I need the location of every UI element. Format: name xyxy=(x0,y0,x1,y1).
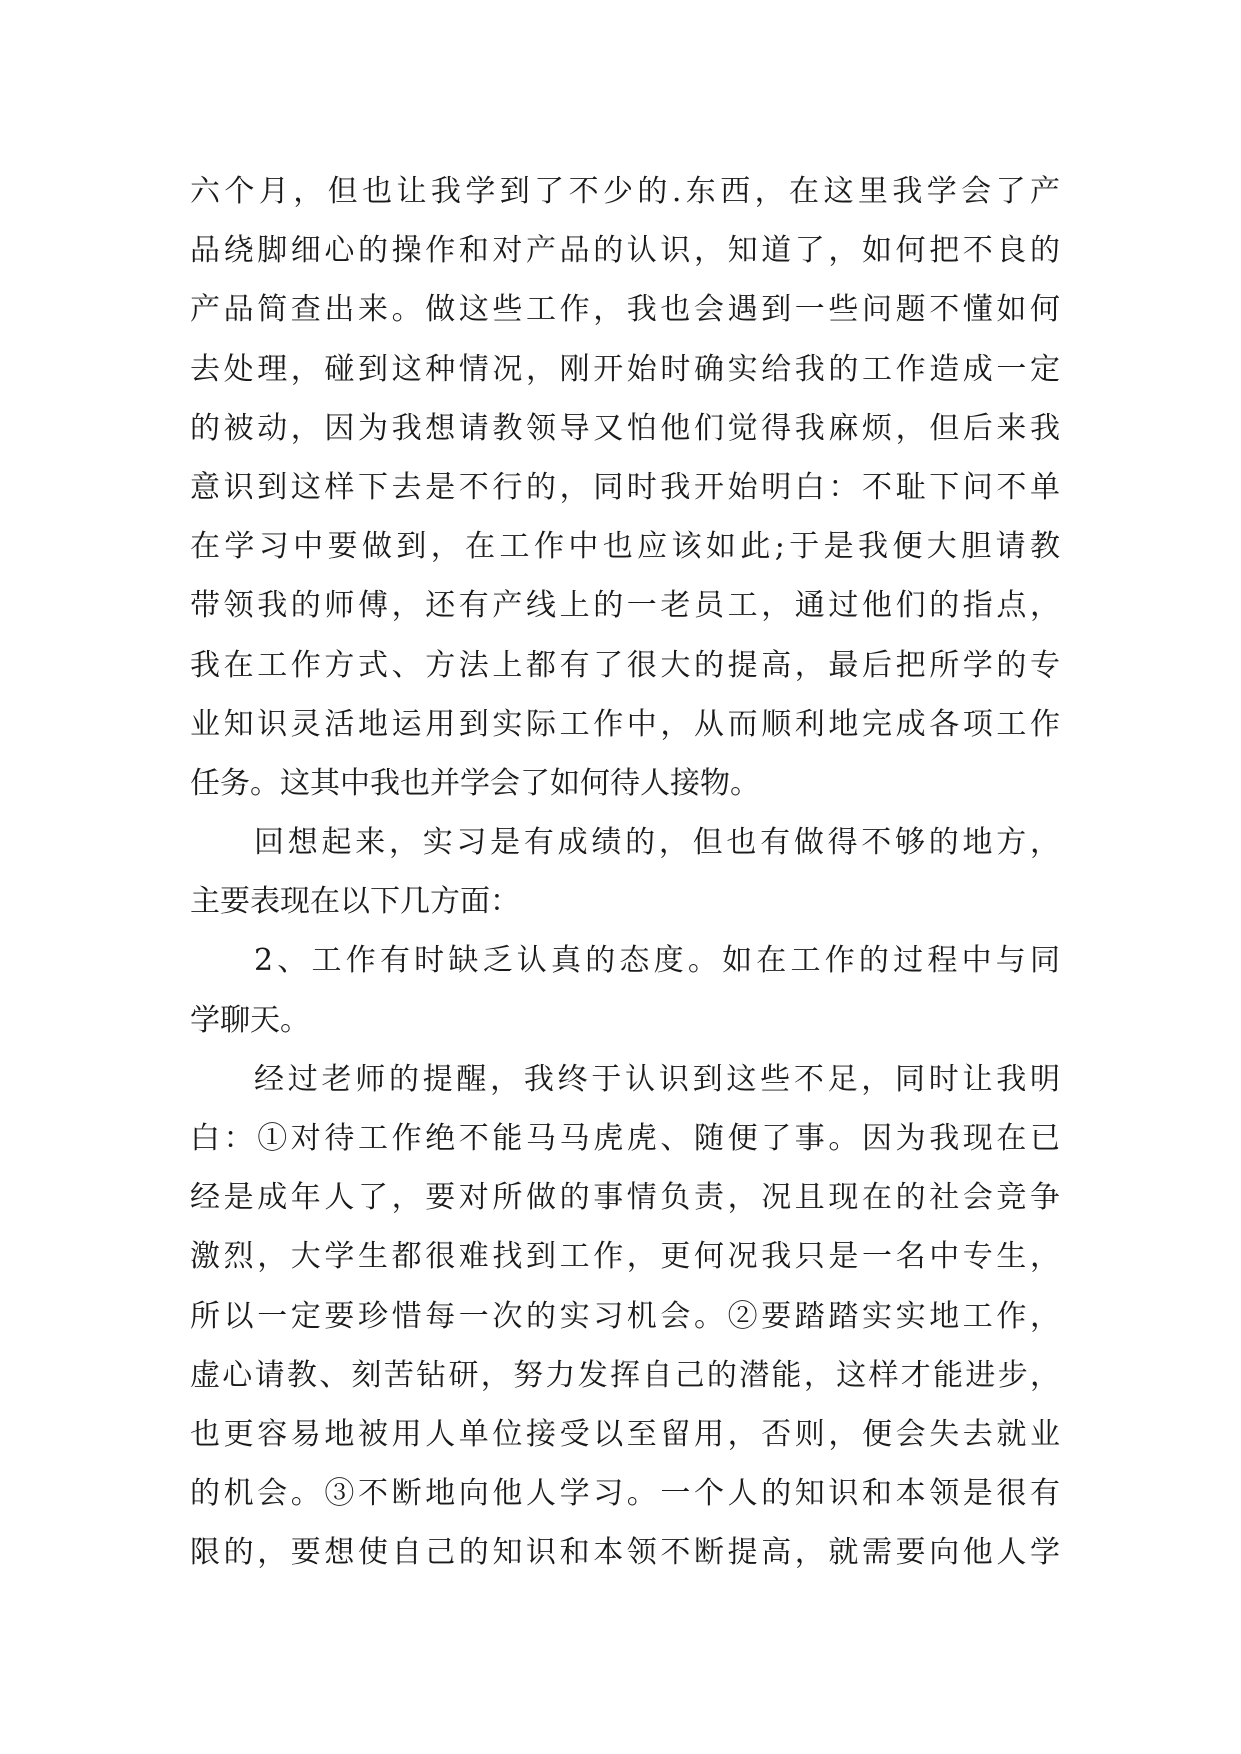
text-line: 所以一定要珍惜每一次的实习机会。②要踏踏实实地工作， xyxy=(190,1298,1060,1334)
text-line: 主要表现在以下几方面： xyxy=(190,884,520,920)
text-line: 也更容易地被用人单位接受以至留用，否则，便会失去就业 xyxy=(190,1416,1060,1452)
text-line: 2、工作有时缺乏认真的态度。如在工作的过程中与同 xyxy=(254,943,1060,979)
text-line: 回想起来，实习是有成绩的，但也有做得不够的地方， xyxy=(254,825,1060,861)
text-line: 业知识灵活地运用到实际工作中，从而顺利地完成各项工作 xyxy=(190,706,1060,742)
text-line: 虚心请教、刻苦钻研，努力发挥自己的潜能，这样才能进步， xyxy=(190,1357,1060,1393)
text-line: 带领我的师傅，还有产线上的一老员工，通过他们的指点， xyxy=(190,588,1060,624)
text-line: 经过老师的提醒，我终于认识到这些不足，同时让我明 xyxy=(254,1061,1060,1097)
text-line: 我在工作方式、方法上都有了很大的提高，最后把所学的专 xyxy=(190,647,1060,683)
text-line: 任务。这其中我也并学会了如何待人接物。 xyxy=(190,765,760,801)
text-line: 品绕脚细心的操作和对产品的认识，知道了，如何把不良的 xyxy=(190,233,1060,269)
text-line: 在学习中要做到，在工作中也应该如此;于是我便大胆请教 xyxy=(190,529,1060,565)
text-line: 意识到这样下去是不行的，同时我开始明白：不耻下问不单 xyxy=(190,469,1060,505)
text-line: 的被动，因为我想请教领导又怕他们觉得我麻烦，但后来我 xyxy=(190,410,1060,446)
body-text xyxy=(190,162,1060,1583)
text-line: 白：①对待工作绝不能马马虎虎、随便了事。因为我现在已 xyxy=(190,1121,1060,1156)
text-line: 经是成年人了，要对所做的事情负责，况且现在的社会竞争 xyxy=(190,1180,1060,1216)
text-line: 学聊天。 xyxy=(190,1002,310,1038)
text-line: 去处理，碰到这种情况，刚开始时确实给我的工作造成一定 xyxy=(190,351,1060,387)
text-line: 激烈，大学生都很难找到工作，更何况我只是一名中专生， xyxy=(190,1239,1060,1275)
text-line: 的机会。③不断地向他人学习。一个人的知识和本领是很有 xyxy=(190,1476,1060,1512)
text-line: 产品简查出来。做这些工作，我也会遇到一些问题不懂如何 xyxy=(190,292,1060,328)
text-line: 限的，要想使自己的知识和本领不断提高，就需要向他人学 xyxy=(190,1535,1060,1571)
text-line: 六个月，但也让我学到了不少的.东西，在这里我学会了产 xyxy=(190,174,1060,209)
